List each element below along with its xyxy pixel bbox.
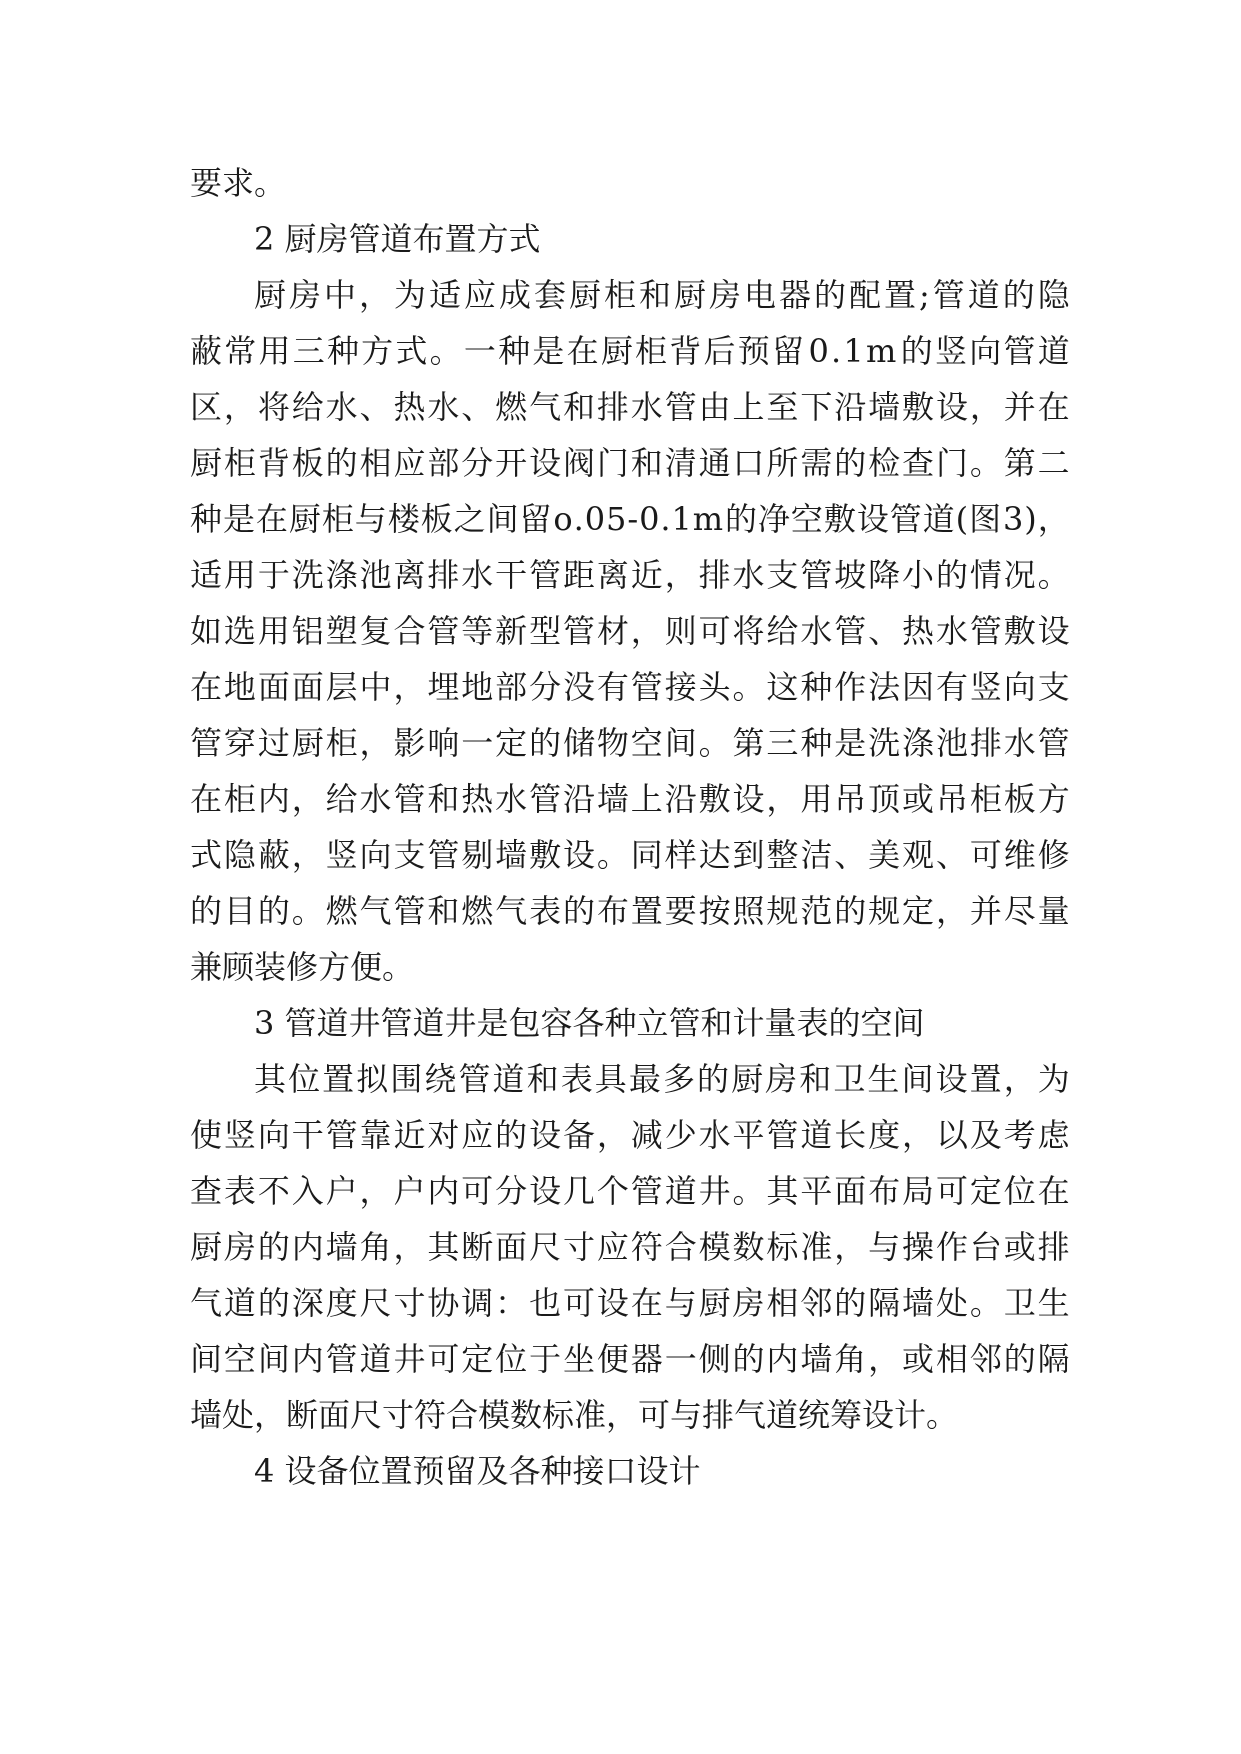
- text-line: 蔽 常 用 三 种 方 式 。 一 种 是 在 厨 柜 背 后 预 留 0 . 1 m 的 竖 向 管 道: [190, 332, 1070, 370]
- text-line: 兼顾装修方便。: [190, 948, 415, 986]
- text-line: 其 位 置 拟 围 绕 管 道 和 表 具 最 多 的 厨 房 和 卫 生 间 设 置 ， 为: [254, 1060, 1070, 1098]
- text-line: 3 管道井管道井是包容各种立管和计量表的空间: [254, 1004, 925, 1042]
- text-line: 间 空 间 内 管 道 井 可 定 位 于 坐 便 器 一 侧 的 内 墙 角 ， 或 相 邻 的 隔: [190, 1340, 1070, 1378]
- text-line: 在 柜 内 ， 给 水 管 和 热 水 管 沿 墙 上 沿 敷 设 ， 用 吊 顶 或 吊 柜 板 方: [190, 780, 1070, 818]
- text-line: 区 ， 将 给 水 、 热 水 、 燃 气 和 排 水 管 由 上 至 下 沿 墙 敷 设 ， 并 在: [190, 388, 1070, 426]
- text-line: 厨 柜 背 板 的 相 应 部 分 开 设 阀 门 和 清 通 口 所 需 的 检 查 门 。 第 二: [190, 444, 1070, 482]
- text-line: 气 道 的 深 度 尺 寸 协 调 ： 也 可 设 在 与 厨 房 相 邻 的 隔 墙 处 。 卫 生: [190, 1284, 1070, 1322]
- text-line: 的 目 的 。 燃 气 管 和 燃 气 表 的 布 置 要 按 照 规 范 的 规 定 ， 并 尽 量: [190, 892, 1070, 930]
- text-line: 在 地 面 面 层 中 ， 埋 地 部 分 没 有 管 接 头 。 这 种 作 法 因 有 竖 向 支: [190, 668, 1070, 706]
- text-line: 适 用 于 洗 涤 池 离 排 水 干 管 距 离 近 ， 排 水 支 管 坡 降 小 的 情 况 。: [190, 556, 1070, 594]
- text-line: 2 厨房管道布置方式: [254, 220, 541, 258]
- text-line: 厨 房 的 内 墙 角 ， 其 断 面 尺 寸 应 符 合 模 数 标 准 ， 与 操 作 台 或 排: [190, 1228, 1070, 1266]
- text-line: 查 表 不 入 户 ， 户 内 可 分 设 几 个 管 道 井 。 其 平 面 布 局 可 定 位 在: [190, 1172, 1070, 1210]
- text-line: 要求。: [190, 164, 287, 202]
- text-line: 式 隐 蔽 ， 竖 向 支 管 剔 墙 敷 设 。 同 样 达 到 整 洁 、 美 观 、 可 维 修: [190, 836, 1070, 874]
- text-line: 4 设备位置预留及各种接口设计: [254, 1452, 701, 1490]
- text-line: 如 选 用 铝 塑 复 合 管 等 新 型 管 材 ， 则 可 将 给 水 管 、 热 水 管 敷 设: [190, 612, 1070, 650]
- text-line: 使 竖 向 干 管 靠 近 对 应 的 设 备 ， 减 少 水 平 管 道 长 度 ， 以 及 考 虑: [190, 1116, 1070, 1154]
- text-line: 种 是 在 厨 柜 与 楼 板 之 间 留 o . 0 5 - 0 . 1 m 的 净 空 敷 设 管 道 ( 图 3 ) ，: [190, 500, 1070, 538]
- text-line: 管 穿 过 厨 柜 ， 影 响 一 定 的 储 物 空 间 。 第 三 种 是 洗 涤 池 排 水 管: [190, 724, 1070, 762]
- text-line: 厨 房 中 ， 为 适 应 成 套 厨 柜 和 厨 房 电 器 的 配 置 ; 管 道 的 隐: [254, 276, 1070, 314]
- text-line: 墙处，断面尺寸符合模数标准，可与排气道统筹设计。: [190, 1396, 959, 1434]
- body-text: [190, 155, 1070, 1499]
